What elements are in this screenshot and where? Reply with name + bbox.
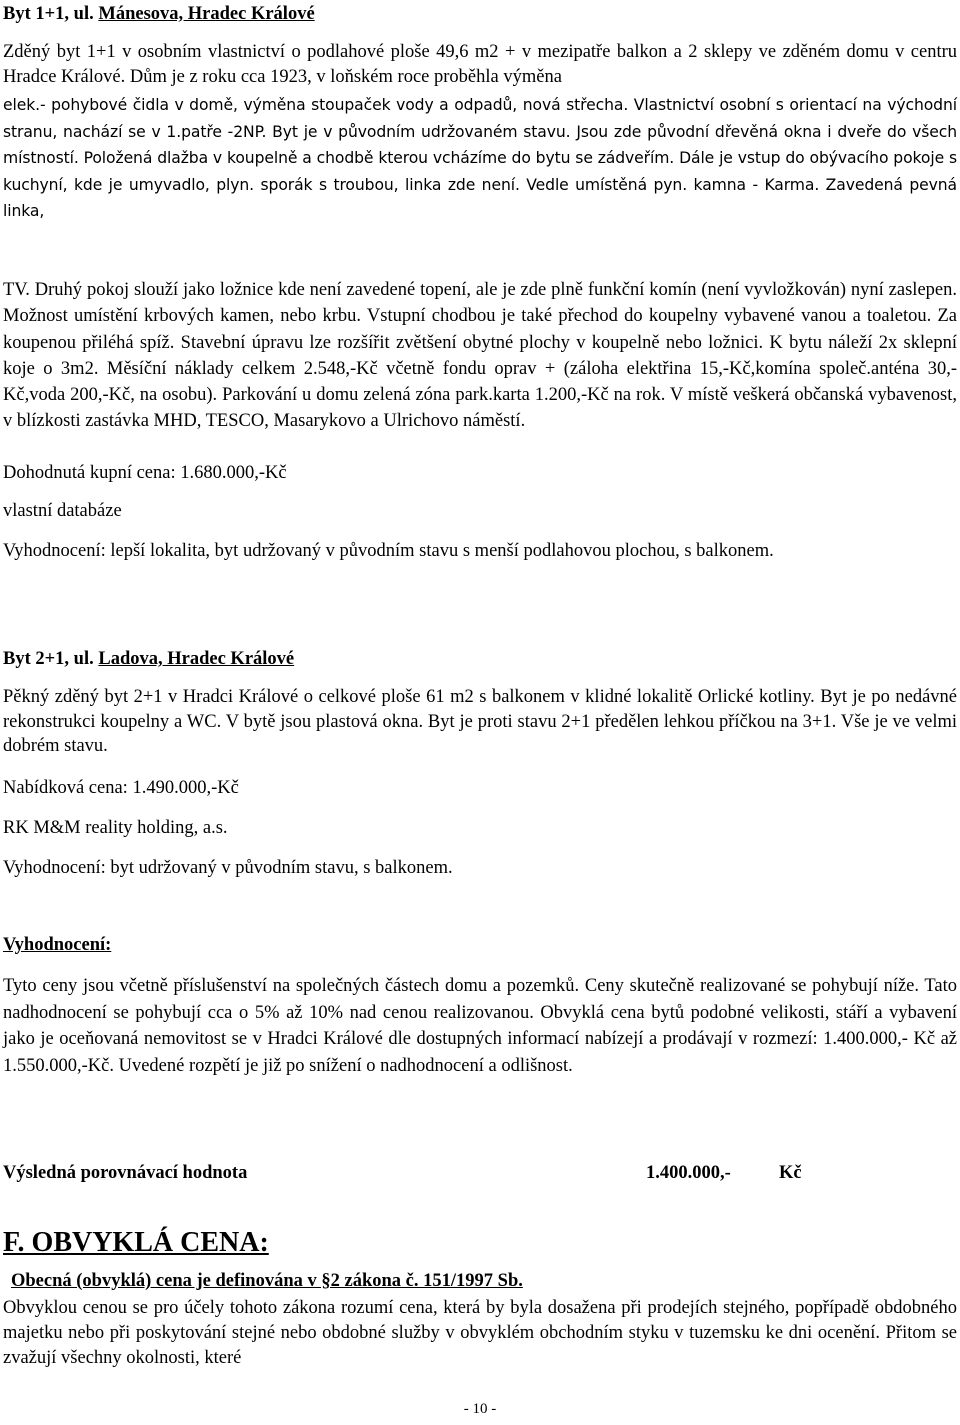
section-f-subheading: Obecná (obvyklá) cena je definována v §2 zákona č. 151/1997 Sb.: [11, 1271, 523, 1291]
listing2-price: Nabídková cena: 1.490.000,-Kč: [3, 778, 239, 798]
listing1-title-street: Mánesova, Hradec Králové: [98, 4, 315, 24]
listing1-description-details: elek.- pohybové čidla v domě, výměna stoupaček vody a odpadů, nová střecha. Vlastnictví osobní s orientací na východní stranu, nachází se v 1.patře -2NP. Byt je v původním udržovaném stavu. Jsou zde původní dřevěná okna i dveře do všech místností. Položená dlažba v koupelně a chodbě kterou vcházíme do bytu se zádveřím. Dále je vstup do obývacího pokoje s kuchyní, kde je umyvadlo, plyn. sporák s troubou, linka zde není. Vedle umístěná pyn. kamna - Karma. Zavedená pevná linka,: [3, 96, 957, 220]
page-number: - 10 -: [463, 1401, 497, 1417]
section-f-text: Obvyklou cenou se pro účely tohoto zákona rozumí cena, která by byla dosažena při prodejích stejného, popřípadě obdobného majetku nebo při poskytování stejné nebo obdobné služby v obvyklém obchodním styku v tuzemsku ke dni ocenění. Přitom se zvažují všechny okolnosti, které: [3, 1298, 957, 1368]
listing1-price: Dohodnutá kupní cena: 1.680.000,-Kč: [3, 463, 287, 483]
result-label: Výsledná porovnávací hodnota: [3, 1163, 248, 1183]
result-currency: Kč: [779, 1163, 802, 1183]
summary-text: Tyto ceny jsou včetně příslušenství na společných částech domu a pozemků. Ceny skutečně realizované se pohybují níže. Tato nadhodnocení se pohybují cca o 5% až 10% nad cenou realizovanou. Obvyklá cena bytů podobné velikosti, stáří a vybavení jako je oceňovaná nemovitost se v Hradci Králové dle dostupných informací nabízejí a prodávají v rozmezí: 1.400.000,- Kč až 1.550.000,-Kč. Uvedené rozpětí je již po snížení o nadhodnocení a odlišnost.: [3, 976, 957, 1076]
listing2-evaluation: Vyhodnocení: byt udržovaný v původním stavu, s balkonem.: [3, 858, 453, 878]
listing1-description-more: TV. Druhý pokoj slouží jako ložnice kde není zavedené topení, ale je zde plně funkční komín (není vyvložkován) nyní zaslepen. Možnost umístění krbových kamen, nebo krbu. Vstupní chodbou je také přechod do koupelny vybavené vanou a toaletou. Za koupenou přiléhá spíž. Stavební úpravu lze rozšířit zvětšení obytné plochy v koupelně nebo ložnici. K bytu náleží 2x sklepní koje o 3m2. Měsíční náklady celkem 2.548,-Kč včetně fondu oprav + (záloha elektřina 15,-Kč,komína společ.anténa 30,-Kč,voda 200,-Kč, na osobu). Parkování u domu zelená zóna park.karta 1.200,-Kč na rok. V místě veškerá občanská vybavenost, v blízkosti zastávka MHD, TESCO, Masarykovo a Ulrichovo náměstí.: [3, 280, 957, 432]
listing2-title: [3, 647, 957, 672]
listing1-evaluation: Vyhodnocení: lepší lokalita, byt udržovaný v původním stavu s menší podlahovou plochou, s balkonem.: [3, 541, 774, 561]
summary-heading: Vyhodnocení:: [3, 935, 112, 955]
listing1-description-intro: Zděný byt 1+1 v osobním vlastnictví o podlahové ploše 49,6 m2 + v mezipatře balkon a 2 sklepy ve zděném domu v centru Hradce Králové. Dům je z roku cca 1923, v loňském roce proběhla výměna: [3, 42, 957, 87]
result-row: [3, 1163, 957, 1189]
listing2-title-street: Ladova, Hradec Králové: [98, 649, 295, 669]
listing1-title-prefix: Byt 1+1, ul.: [3, 4, 99, 24]
listing1-source: vlastní databáze: [3, 501, 122, 521]
section-f-heading: F. OBVYKLÁ CENA:: [3, 1227, 269, 1258]
listing2-title-prefix: Byt 2+1, ul.: [3, 649, 99, 669]
listing2-description: Pěkný zděný byt 2+1 v Hradci Králové o celkové ploše 61 m2 s balkonem v klidné lokalitě Orlické kotliny. Byt je po nedávné rekonstrukci koupelny a WC. V bytě jsou plastová okna. Byt je proti stavu 2+1 předělen lehkou příčkou na 3+1. Vše je ve velmi dobrém stavu.: [3, 687, 957, 756]
result-value: 1.400.000,-: [646, 1163, 731, 1183]
listing1-title: [3, 2, 957, 27]
listing2-source: RK M&M reality holding, a.s.: [3, 818, 228, 838]
